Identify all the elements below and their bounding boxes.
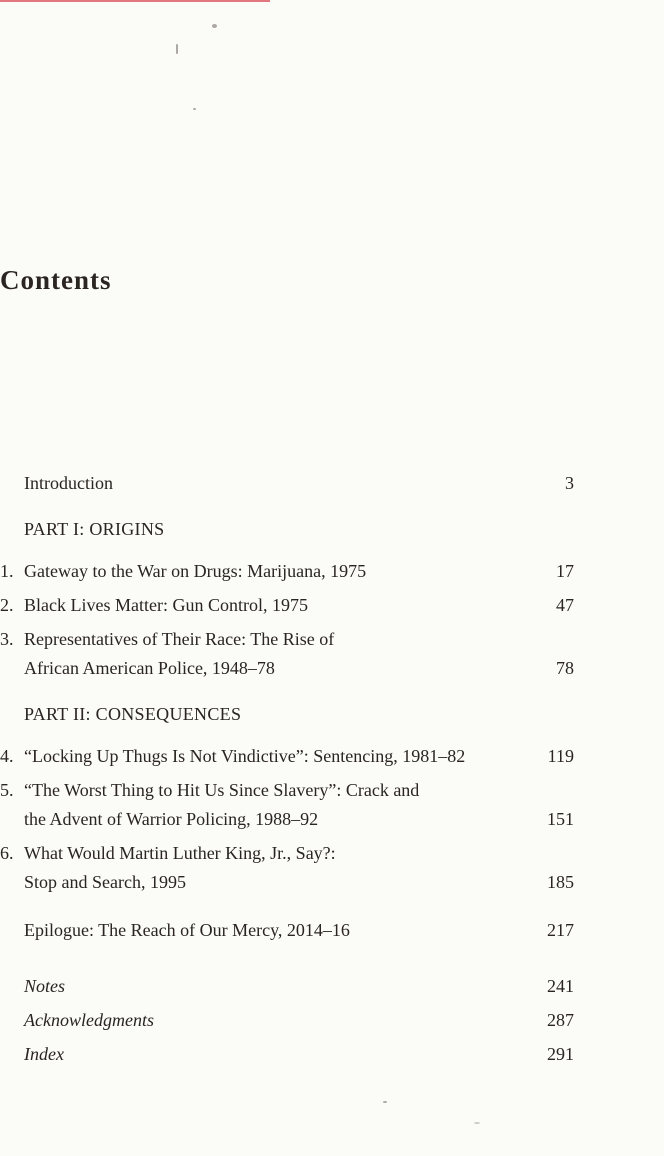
entry-page: 119 [547, 746, 574, 766]
chapter-number: 1. [0, 561, 14, 581]
entry-page: 17 [556, 561, 574, 581]
entry-title: Black Lives Matter: Gun Control, 1975 [24, 595, 308, 615]
chapter-number: 4. [0, 746, 14, 766]
chapter-number: 5. [0, 780, 14, 800]
entry-page: 241 [547, 976, 574, 996]
entry-page: 151 [547, 809, 574, 829]
chapter-number: 2. [0, 595, 14, 615]
entry-title-line-2: African American Police, 1948–78 [24, 658, 275, 678]
entry-title: “Locking Up Thugs Is Not Vindictive”: Sentencing, 1981–82 [24, 746, 466, 766]
entry-page: 291 [547, 1044, 574, 1064]
entry-title: Notes [24, 976, 66, 996]
page-title: Contents [0, 265, 112, 295]
entry-title: Acknowledgments [24, 1010, 154, 1030]
entry-page: 287 [547, 1010, 574, 1030]
entry-page: 47 [556, 595, 574, 615]
entry-title: Introduction [24, 473, 113, 493]
entry-title: Epilogue: The Reach of Our Mercy, 2014–16 [24, 920, 350, 940]
entry-title-line-2: the Advent of Warrior Policing, 1988–92 [24, 809, 319, 829]
entry-page: 78 [556, 658, 574, 678]
entry-title-line-1: “The Worst Thing to Hit Us Since Slavery”: Crack and [24, 780, 420, 800]
entry-title-line-1: Representatives of Their Race: The Rise of [24, 629, 335, 649]
entry-page: 217 [547, 920, 574, 940]
entry-page: 3 [565, 473, 574, 493]
entry-title-line-1: What Would Martin Luther King, Jr., Say?: [24, 843, 336, 863]
entry-title-line-2: Stop and Search, 1995 [24, 872, 186, 892]
part-heading-origins: PART I: ORIGINS [24, 519, 165, 539]
chapter-number: 3. [0, 629, 14, 649]
entry-title: Index [24, 1044, 64, 1064]
part-heading-consequences: PART II: CONSEQUENCES [24, 704, 242, 724]
entry-page: 185 [547, 872, 574, 892]
chapter-number: 6. [0, 843, 14, 863]
entry-title: Gateway to the War on Drugs: Marijuana, 1975 [24, 561, 367, 581]
